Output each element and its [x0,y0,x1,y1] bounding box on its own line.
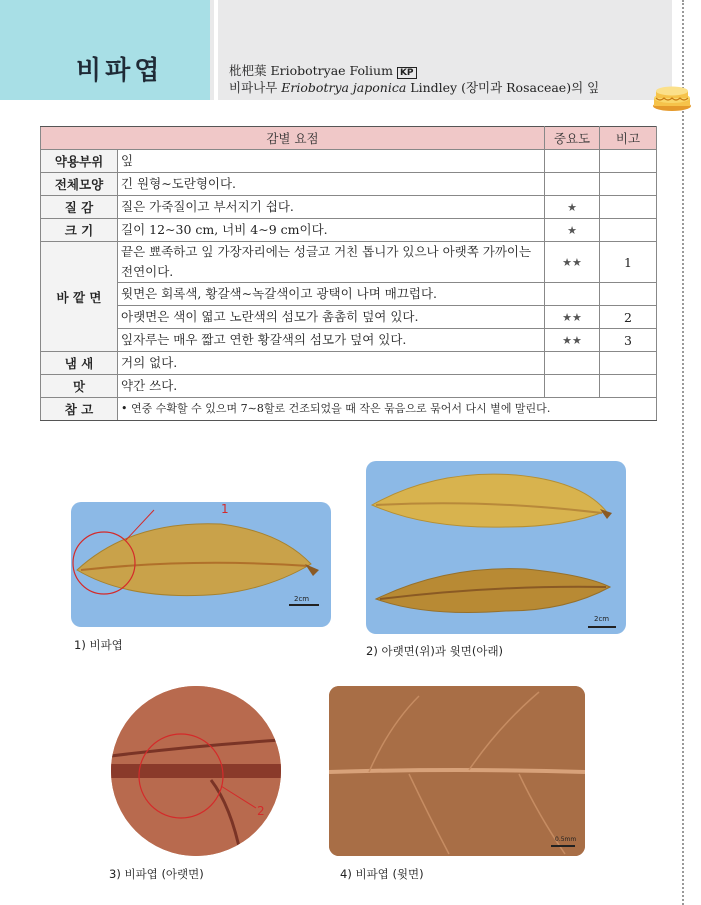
col-header-importance: 중요도 [545,127,600,150]
caption-3: 3) 비파엽 (아랫면) [109,867,204,881]
table-row [41,375,657,398]
row-importance: ★ [545,196,600,219]
stack-icon [650,80,694,112]
row-note [600,173,657,196]
header-divider [214,0,218,100]
table-row [41,196,657,219]
row-importance: ★ [545,219,600,242]
caption-2: 2) 아랫면(위)과 윗면(아래) [366,644,504,658]
marker-2: 2 [257,804,265,818]
row-note [600,196,657,219]
row-importance [545,283,600,306]
row-importance [545,150,600,173]
scale-bar-label: 0.5mm [555,836,577,843]
row-label: 약용부위 [41,150,118,173]
row-text: 긴 원형∼도란형이다. [118,173,545,196]
row-text: 잎자루는 매우 짧고 연한 황갈색의 섬모가 덮여 있다. [118,329,545,352]
row-text: 아랫면은 색이 엷고 노란색의 섬모가 촘촘히 덮여 있다. [118,306,545,329]
row-text: 길이 12∼30 cm, 너비 4∼9 cm이다. [118,219,545,242]
row-text: 약간 쓰다. [118,375,545,398]
row-note: 1 [600,242,657,283]
table-row [41,173,657,196]
underside-texture [111,686,281,856]
row-label: 참 고 [41,398,118,421]
table-row [41,398,657,421]
table-row [41,219,657,242]
family-name: Lindley (장미과 Rosaceae)의 잎 [410,80,600,95]
row-note: 3 [600,329,657,352]
title-box [0,0,210,100]
row-importance [545,173,600,196]
row-label: 전체모양 [41,173,118,196]
row-importance [545,352,600,375]
row-importance: ★★ [545,329,600,352]
row-label: 크 기 [41,219,118,242]
row-note [600,283,657,306]
row-text: 끝은 뾰족하고 잎 가장자리에는 성글고 거친 톱니가 있으나 아랫쪽 가까이는 전연이다. [118,242,545,283]
photo-leaf-upper-surface [329,686,585,856]
latin-name: Eriobotryae Folium [270,63,393,78]
leaf-pair-illustration [366,461,626,634]
photo-leaf-underside-magnified [111,686,281,856]
header-line-2 [229,78,599,96]
upper-surface-texture [329,686,585,856]
row-importance: ★★ [545,306,600,329]
photo-leaf-whole [71,502,331,627]
surface-label: 바 깥 면 [41,242,118,352]
table-row [41,242,657,283]
table-row [41,352,657,375]
row-text: 윗면은 회록색, 황갈색∼녹갈색이고 광택이 나며 매끄럽다. [118,283,545,306]
photo-leaf-both-sides [366,461,626,634]
row-note [600,150,657,173]
reference-text: • 연중 수확할 수 있으며 7∼8할로 건조되었을 때 작은 묶음으로 묶어서 다시 볕에 말린다. [118,398,657,421]
row-importance [545,375,600,398]
table-row [41,306,657,329]
kp-badge: KP [397,67,417,79]
row-text: 질은 가죽질이고 부서지기 쉽다. [118,196,545,219]
row-text: 잎 [118,150,545,173]
page-title: 비파엽 [76,56,164,86]
identification-table [40,126,657,421]
caption-4: 4) 비파엽 (윗면) [340,867,424,881]
hanja-name: 枇杷葉 [229,63,267,78]
table-row [41,283,657,306]
row-label: 냄 새 [41,352,118,375]
table-row [41,329,657,352]
row-importance: ★★ [545,242,600,283]
scale-bar-label: 2cm [594,615,610,623]
page-edge-dotted-line [682,0,684,905]
row-label: 질 감 [41,196,118,219]
row-text: 거의 없다. [118,352,545,375]
header-line-1 [229,61,417,79]
row-note: 2 [600,306,657,329]
caption-1: 1) 비파엽 [74,638,123,652]
row-label: 맛 [41,375,118,398]
row-note [600,375,657,398]
plant-name: 비파나무 [229,80,278,95]
scale-bar-label: 2cm [294,595,310,603]
species-name: Eriobotrya japonica [281,80,407,95]
row-note [600,352,657,375]
leaf-illustration [71,502,331,627]
col-header-note: 비고 [600,127,657,150]
col-header-points: 감별 요점 [41,127,545,150]
marker-1: 1 [221,502,229,516]
table-row [41,150,657,173]
row-note [600,219,657,242]
